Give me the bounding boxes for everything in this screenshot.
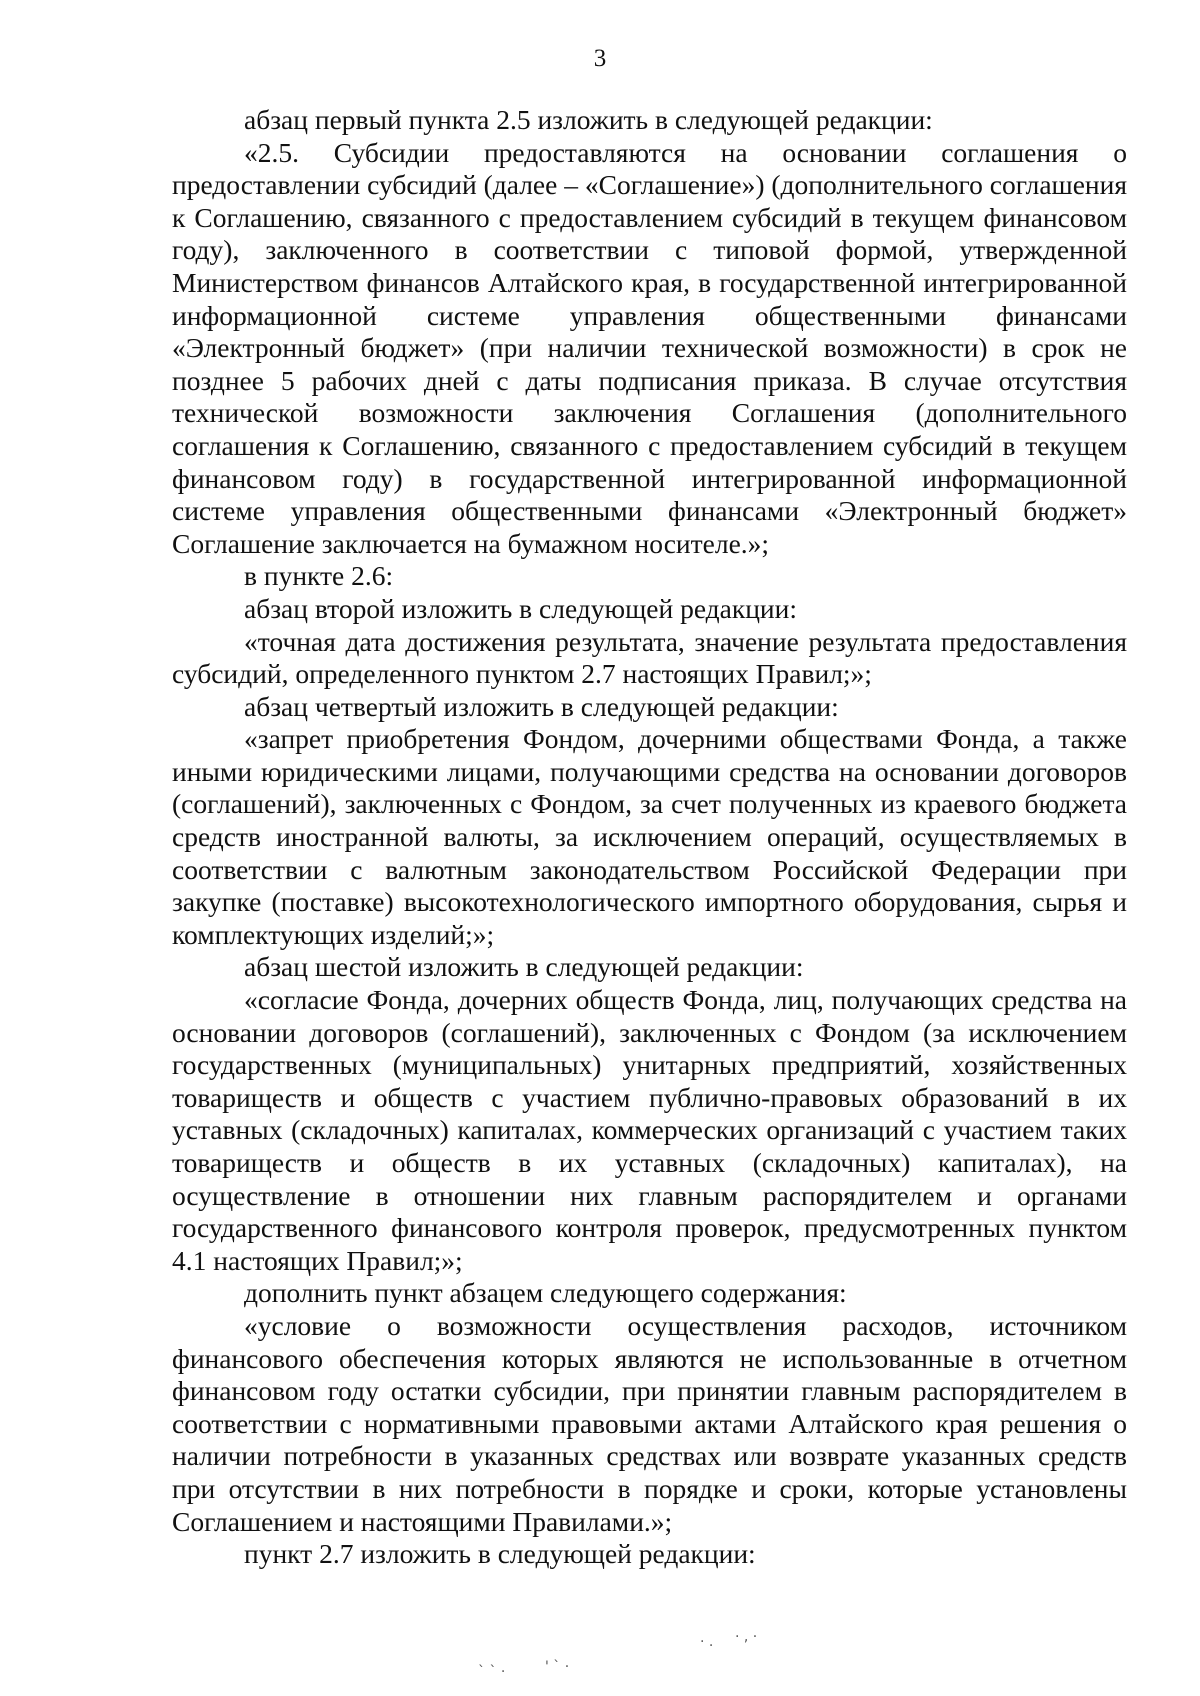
document-body <box>172 104 1127 1571</box>
page-number: 3 <box>593 45 607 72</box>
scan-artifact: · . <box>700 1634 714 1650</box>
paragraph: пункт 2.7 изложить в следующей редакции: <box>244 1538 756 1570</box>
paragraph: «согласие Фонда, дочерних обществ Фонда, лиц, получающих средства на основании договоров (соглашений), заключенных с Фондом (за исключением государственных (муниципальных) унитарных предприятий, хозяйственных товариществ и обществ с участием публично-правовых образований в их уставных (складочных) капиталах, коммерческих организаций с участием таких товариществ и обществ в их уставных (складочных) капиталах), на осуществление в отношении них главным распорядителем и органами государственного финансового контроля проверок, предусмотренных пунктом 4.1 настоящих Правил;»; <box>172 984 1127 1276</box>
scan-artifact: ` ` · <box>478 1664 506 1680</box>
paragraph: дополнить пункт абзацем следующего содержания: <box>244 1277 847 1309</box>
scan-artifact: ' ` · <box>545 1659 570 1675</box>
paragraph: абзац первый пункта 2.5 изложить в следующей редакции: <box>244 104 933 135</box>
paragraph: в пункте 2.6: <box>244 560 394 592</box>
paragraph: «запрет приобретения Фондом, дочерними обществами Фонда, а также иными юридическими лицами, получающими средства на основании договоров (соглашений), заключенных с Фондом, за счет полученных из краевого бюджета средств иностранной валюты, за исключением операций, осуществляемых в соответствии с валютным законодательством Российской Федерации при закупке (поставке) высокотехнологического импортного оборудования, сырья и комплектующих изделий;»; <box>172 723 1127 950</box>
paragraph: «точная дата достижения результата, значение результата предоставления субсидий, определенного пунктом 2.7 настоящих Правил;»; <box>172 625 1127 690</box>
paragraph: абзац шестой изложить в следующей редакции: <box>244 951 804 983</box>
paragraph: абзац четвертый изложить в следующей редакции: <box>244 690 839 722</box>
scan-artifact: · , · <box>735 1629 758 1645</box>
paragraph: абзац второй изложить в следующей редакции: <box>244 592 798 624</box>
paragraph: «условие о возможности осуществления расходов, источником финансового обеспечения которых являются не использованные в отчетном финансовом году остатки субсидии, при принятии главным распорядителем в соответствии с нормативными правовыми актами Алтайского края решения о наличии потребности в указанных средствах или возврате указанных средств при отсутствии в них потребности в порядке и сроки, которые установлены Соглашением и настоящими Правилами.»; <box>172 1309 1127 1537</box>
paragraph: «2.5. Субсидии предоставляются на основании соглашения о предоставлении субсидий (далее – «Соглашение») (дополнительного соглашения к Соглашению, связанного с предоставлением субсидий в текущем финансовом году), заключенного в соответствии с типовой формой, утвержденной Министерством финансов Алтайского края, в государственной интегрированной информационной системе управления общественными финансами «Электронный бюджет» (при наличии технической возможности) в срок не позднее 5 рабочих дней с даты подписания приказа. В случае отсутствия технической возможности заключения Соглашения (дополнительного соглашения к Соглашению, связанного с предоставлением субсидий в текущем финансовом году) в государственной интегрированной информационной системе управления общественными финансами «Электронный бюджет» Соглашение заключается на бумажном носителе.»; <box>172 136 1127 559</box>
